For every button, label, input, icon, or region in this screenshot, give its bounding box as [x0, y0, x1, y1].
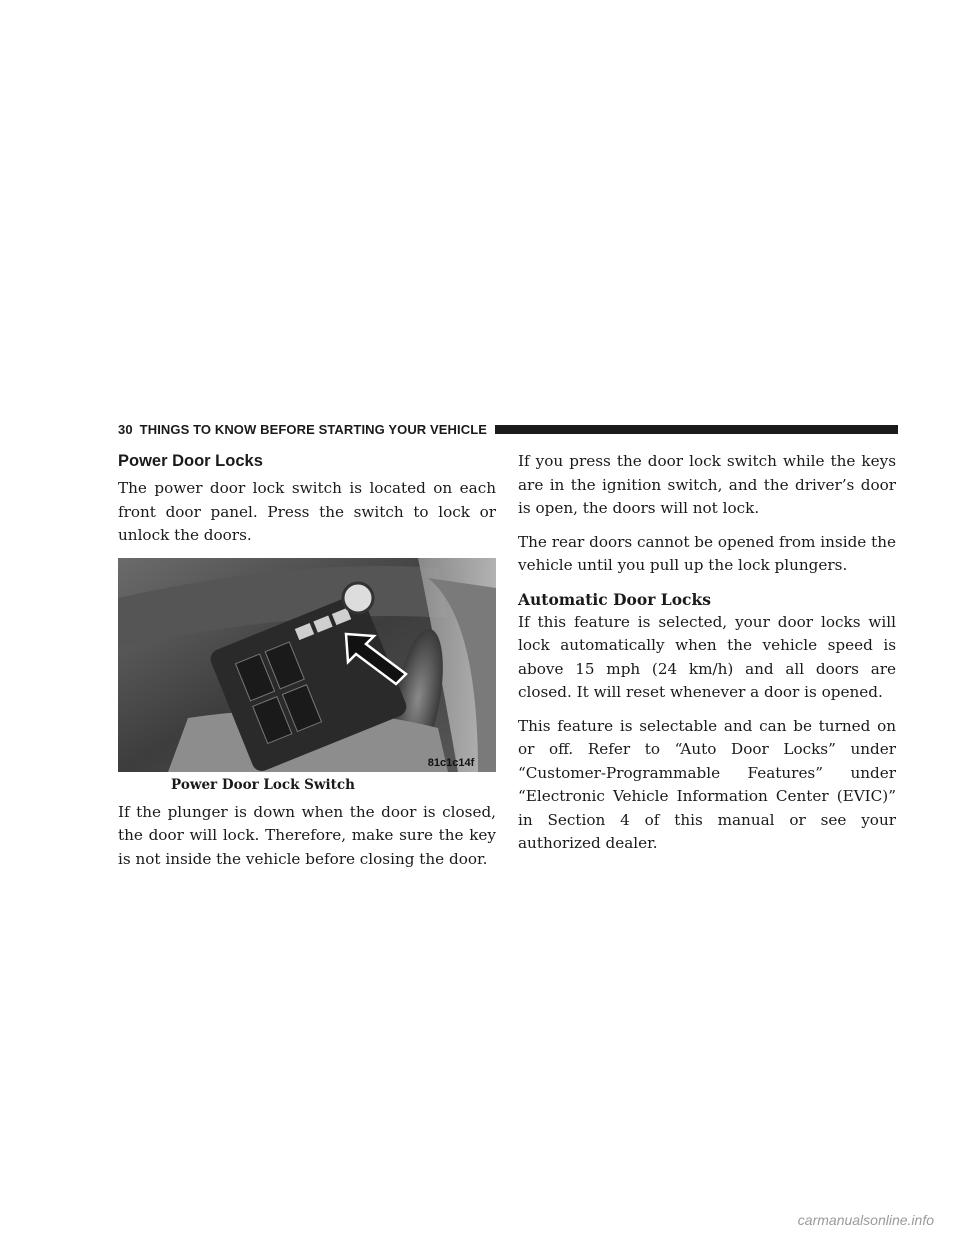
- figure-caption: Power Door Lock Switch: [171, 776, 355, 793]
- subsection-heading: Automatic Door Locks: [518, 589, 711, 609]
- plunger-paragraph: If the plunger is down when the door is closed, the door will lock. Therefore, make sure the key is not inside the vehicle before closing the door.: [118, 802, 496, 868]
- header-rule: [495, 425, 898, 434]
- selectable-paragraph: This feature is selectable and can be turned on or off. Refer to “Auto Door Locks” under “Customer-Programmable Features” under “Electronic Vehicle Information Center (EVIC)” in Section 4 of this manual or see your authorized dealer.: [518, 716, 896, 852]
- right-column: [518, 450, 896, 866]
- figure-code: 81c1c14f: [427, 756, 475, 769]
- auto-lock-paragraph: If this feature is selected, your door locks will lock automatically when the vehicle speed is above 15 mph (24 km/h) and all doors are closed. It will reset whenever a door is opened.: [518, 612, 896, 701]
- door-panel-illustration: [118, 558, 496, 772]
- running-header: [118, 420, 898, 438]
- left-column: [118, 450, 496, 881]
- ignition-paragraph: If you press the door lock switch while the keys are in the ignition switch, and the driver’s door is open, the doors will not lock.: [518, 452, 896, 517]
- rear-doors-paragraph: The rear doors cannot be opened from inside the vehicle until you pull up the lock plungers.: [518, 532, 896, 574]
- page-number: 30: [118, 421, 133, 437]
- watermark: carmanualsonline.info: [797, 1212, 934, 1228]
- section-heading: Power Door Locks: [118, 452, 263, 470]
- intro-paragraph: The power door lock switch is located on each front door panel. Press the switch to lock or unlock the doors.: [118, 479, 496, 544]
- chapter-title: THINGS TO KNOW BEFORE STARTING YOUR VEHICLE: [139, 421, 488, 437]
- door-lock-switch-photo: [118, 558, 496, 772]
